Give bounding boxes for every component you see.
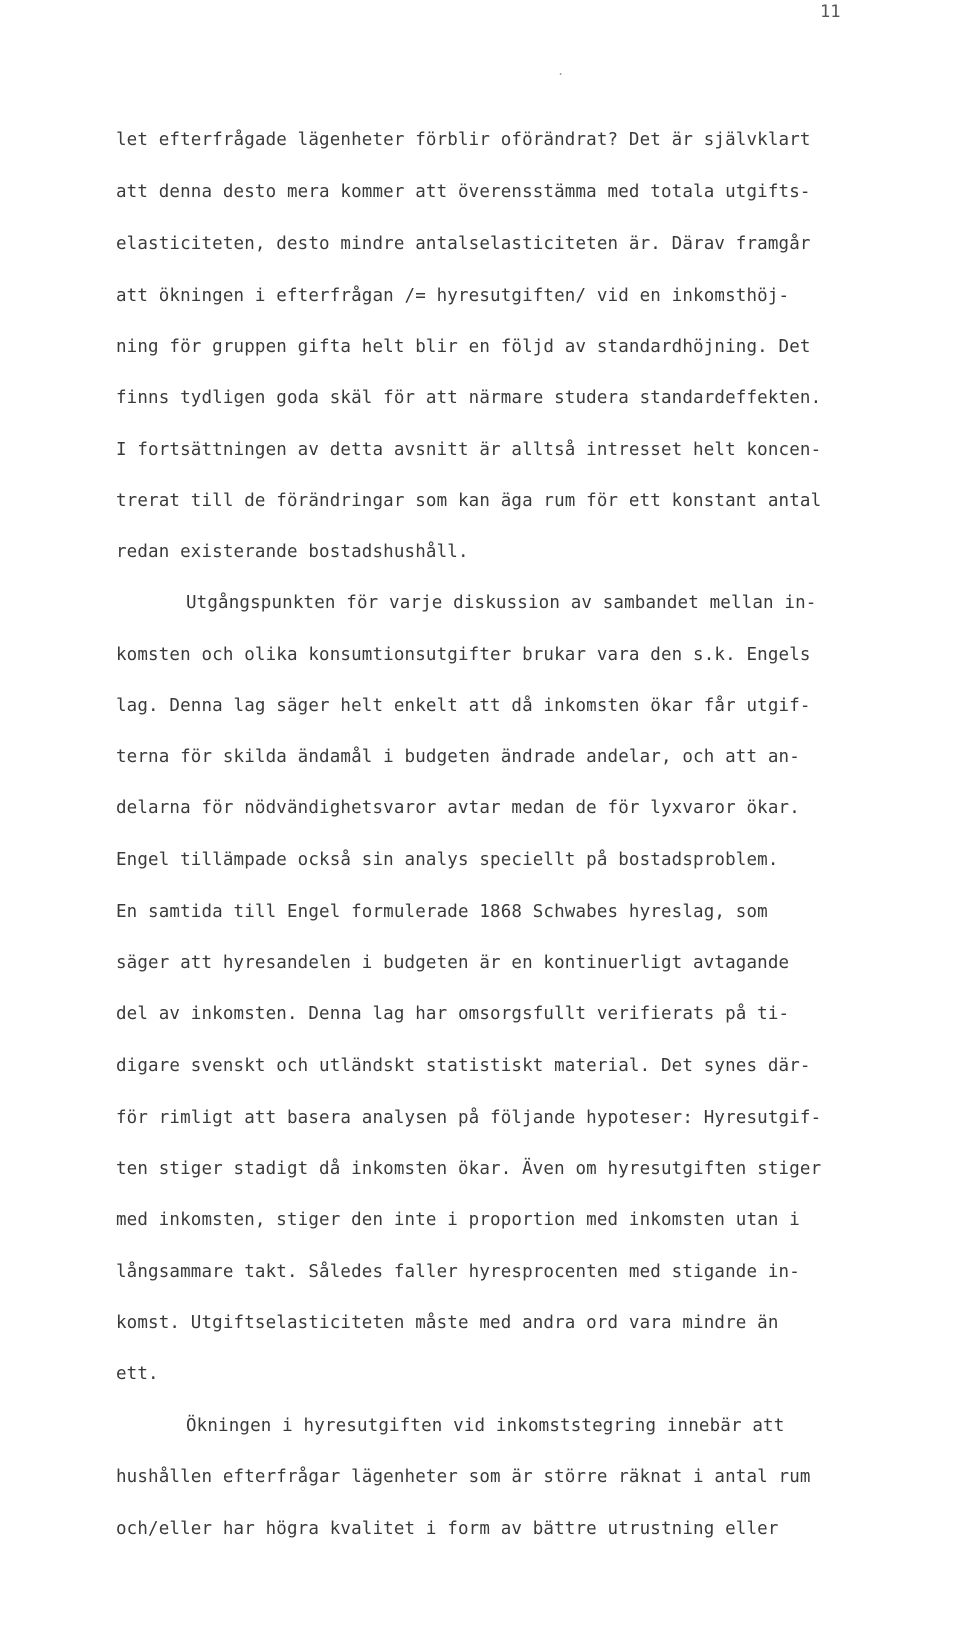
- text-line: ning för gruppen gifta helt blir en följd av standardhöjning. Det: [116, 337, 811, 357]
- page-mark: .: [557, 64, 565, 78]
- text-line: elasticiteten, desto mindre antalselasticiteten är. Därav framgår: [116, 234, 811, 254]
- paragraph-start-line: Ökningen i hyresutgiften vid inkomststegring innebär att: [186, 1416, 785, 1436]
- text-line: och/eller har högra kvalitet i form av bättre utrustning eller: [116, 1519, 779, 1539]
- text-line: Engel tillämpade också sin analys speciellt på bostadsproblem.: [116, 850, 779, 870]
- text-line: lag. Denna lag säger helt enkelt att då inkomsten ökar får utgif-: [116, 696, 811, 716]
- text-line: ten stiger stadigt då inkomsten ökar. Även om hyresutgiften stiger: [116, 1159, 822, 1179]
- text-line: hushållen efterfrågar lägenheter som är större räknat i antal rum: [116, 1467, 811, 1487]
- text-line: delarna för nödvändighetsvaror avtar medan de för lyxvaror ökar.: [116, 798, 800, 818]
- text-line: let efterfrågade lägenheter förblir oförändrat? Det är självklart: [116, 130, 811, 150]
- text-line: finns tydligen goda skäl för att närmare studera standardeffekten.: [116, 388, 822, 408]
- text-line: att denna desto mera kommer att överensstämma med totala utgifts-: [116, 182, 811, 202]
- text-line: komsten och olika konsumtionsutgifter brukar vara den s.k. Engels: [116, 645, 811, 665]
- text-line: digare svenskt och utländskt statistiskt material. Det synes där-: [116, 1056, 811, 1076]
- text-line: säger att hyresandelen i budgeten är en kontinuerligt avtagande: [116, 953, 790, 973]
- text-line: för rimligt att basera analysen på följande hypoteser: Hyresutgif-: [116, 1108, 822, 1128]
- paragraph-start-line: Utgångspunkten för varje diskussion av sambandet mellan in-: [186, 593, 817, 613]
- text-line: långsammare takt. Således faller hyresprocenten med stigande in-: [116, 1262, 800, 1282]
- text-line: terna för skilda ändamål i budgeten ändrade andelar, och att an-: [116, 747, 800, 767]
- text-line: att ökningen i efterfrågan /= hyresutgiften/ vid en inkomsthöj-: [116, 286, 790, 306]
- text-line: komst. Utgiftselasticiteten måste med andra ord vara mindre än: [116, 1313, 779, 1333]
- page-number: 11: [820, 2, 841, 22]
- text-line: redan existerande bostadshushåll.: [116, 542, 469, 562]
- text-line: del av inkomsten. Denna lag har omsorgsfullt verifierats på ti-: [116, 1004, 790, 1024]
- text-line: ett.: [116, 1364, 159, 1384]
- text-line: En samtida till Engel formulerade 1868 Schwabes hyreslag, som: [116, 902, 768, 922]
- text-line: I fortsättningen av detta avsnitt är alltså intresset helt koncen-: [116, 440, 822, 460]
- text-line: trerat till de förändringar som kan äga rum för ett konstant antal: [116, 491, 822, 511]
- text-line: med inkomsten, stiger den inte i proportion med inkomsten utan i: [116, 1210, 800, 1230]
